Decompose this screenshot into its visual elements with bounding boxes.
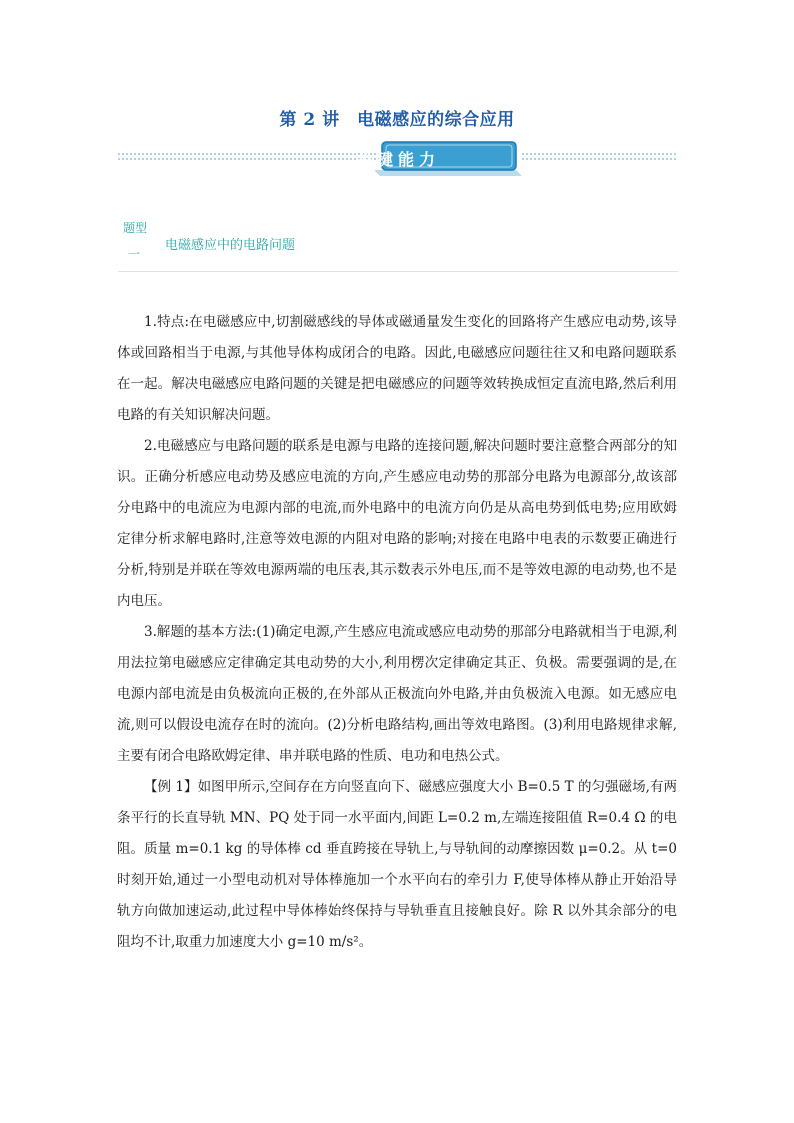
- section-banner: [118, 140, 678, 176]
- body-text: [117, 307, 677, 958]
- section-divider: [118, 271, 678, 272]
- section-type-number: 一: [128, 247, 141, 261]
- paragraph-characteristics: 1.特点:在电磁感应中,切割磁感线的导体或磁通量发生变化的回路将产生感应电动势,该导体或回路相当于电源,与其他导体构成闭合的电路。因此,电磁感应问题往往又和电路问题联系在一起。解决电磁感应电路问题的关键是把电磁感应的问题等效转换成恒定直流电路,然后利用电路的有关知识解决问题。: [117, 314, 677, 423]
- section-title: 电磁感应中的电路问题: [165, 238, 296, 253]
- paragraph-example-1: 【例 1】如图甲所示,空间存在方向竖直向下、磁感应强度大小 B=0.5 T 的匀强磁场,有两条平行的长直导轨 MN、PQ 处于同一水平面内,间距 L=0.2 m,左端连接阻值 R=0.4 Ω 的电阻。质量 m=0.1 kg 的导体棒 cd 垂直跨接在导轨上,与导轨间的动摩擦因数 μ=0.2。从 t=0 时刻开始,通过一小型电动机对导体棒施加一个水平向右的牵引力 F,使导体棒从静止开始沿导轨方向做加速运动,此过程中导体棒始终保持与导轨垂直且接触良好。除 R 以外其余部分的电阻均不计,取重力加速度大小 g=10 m/s²。: [117, 779, 677, 950]
- section-type-label: 题型: [123, 221, 148, 235]
- paragraph-method: 3.解题的基本方法:(1)确定电源,产生感应电流或感应电动势的那部分电路就相当于电源,利用法拉第电磁感应定律确定其电动势的大小,利用楞次定律确定其正、负极。需要强调的是,在电源内部电流是由负极流向正极的,在外部从正极流向外电路,并由负极流入电源。如无感应电流,则可以假设电流存在时的流向。(2)分析电路结构,画出等效电路图。(3)利用电路规律求解,主要有闭合电路欧姆定律、串并联电路的性质、电功和电热公式。: [117, 624, 677, 764]
- page-title: 第 2 讲 电磁感应的综合应用: [279, 110, 515, 130]
- banner-label: 关键能力: [355, 150, 440, 169]
- paragraph-circuit-relation: 2.电磁感应与电路问题的联系是电源与电路的连接问题,解决问题时要注意整合两部分的知识。正确分析感应电动势及感应电流的方向,产生感应电动势的那部分电路为电源部分,故该部分电路中的电流应为电源内部的电流,而外电路中的电流方向仍是从高电势到低电势;应用欧姆定律分析求解电路时,注意等效电源的内阻对电路的影响;对接在电路中电表的示数要正确进行分析,特别是并联在等效电源两端的电压表,其示数表示外电压,而不是等效电源的电动势,也不是内电压。: [117, 438, 677, 609]
